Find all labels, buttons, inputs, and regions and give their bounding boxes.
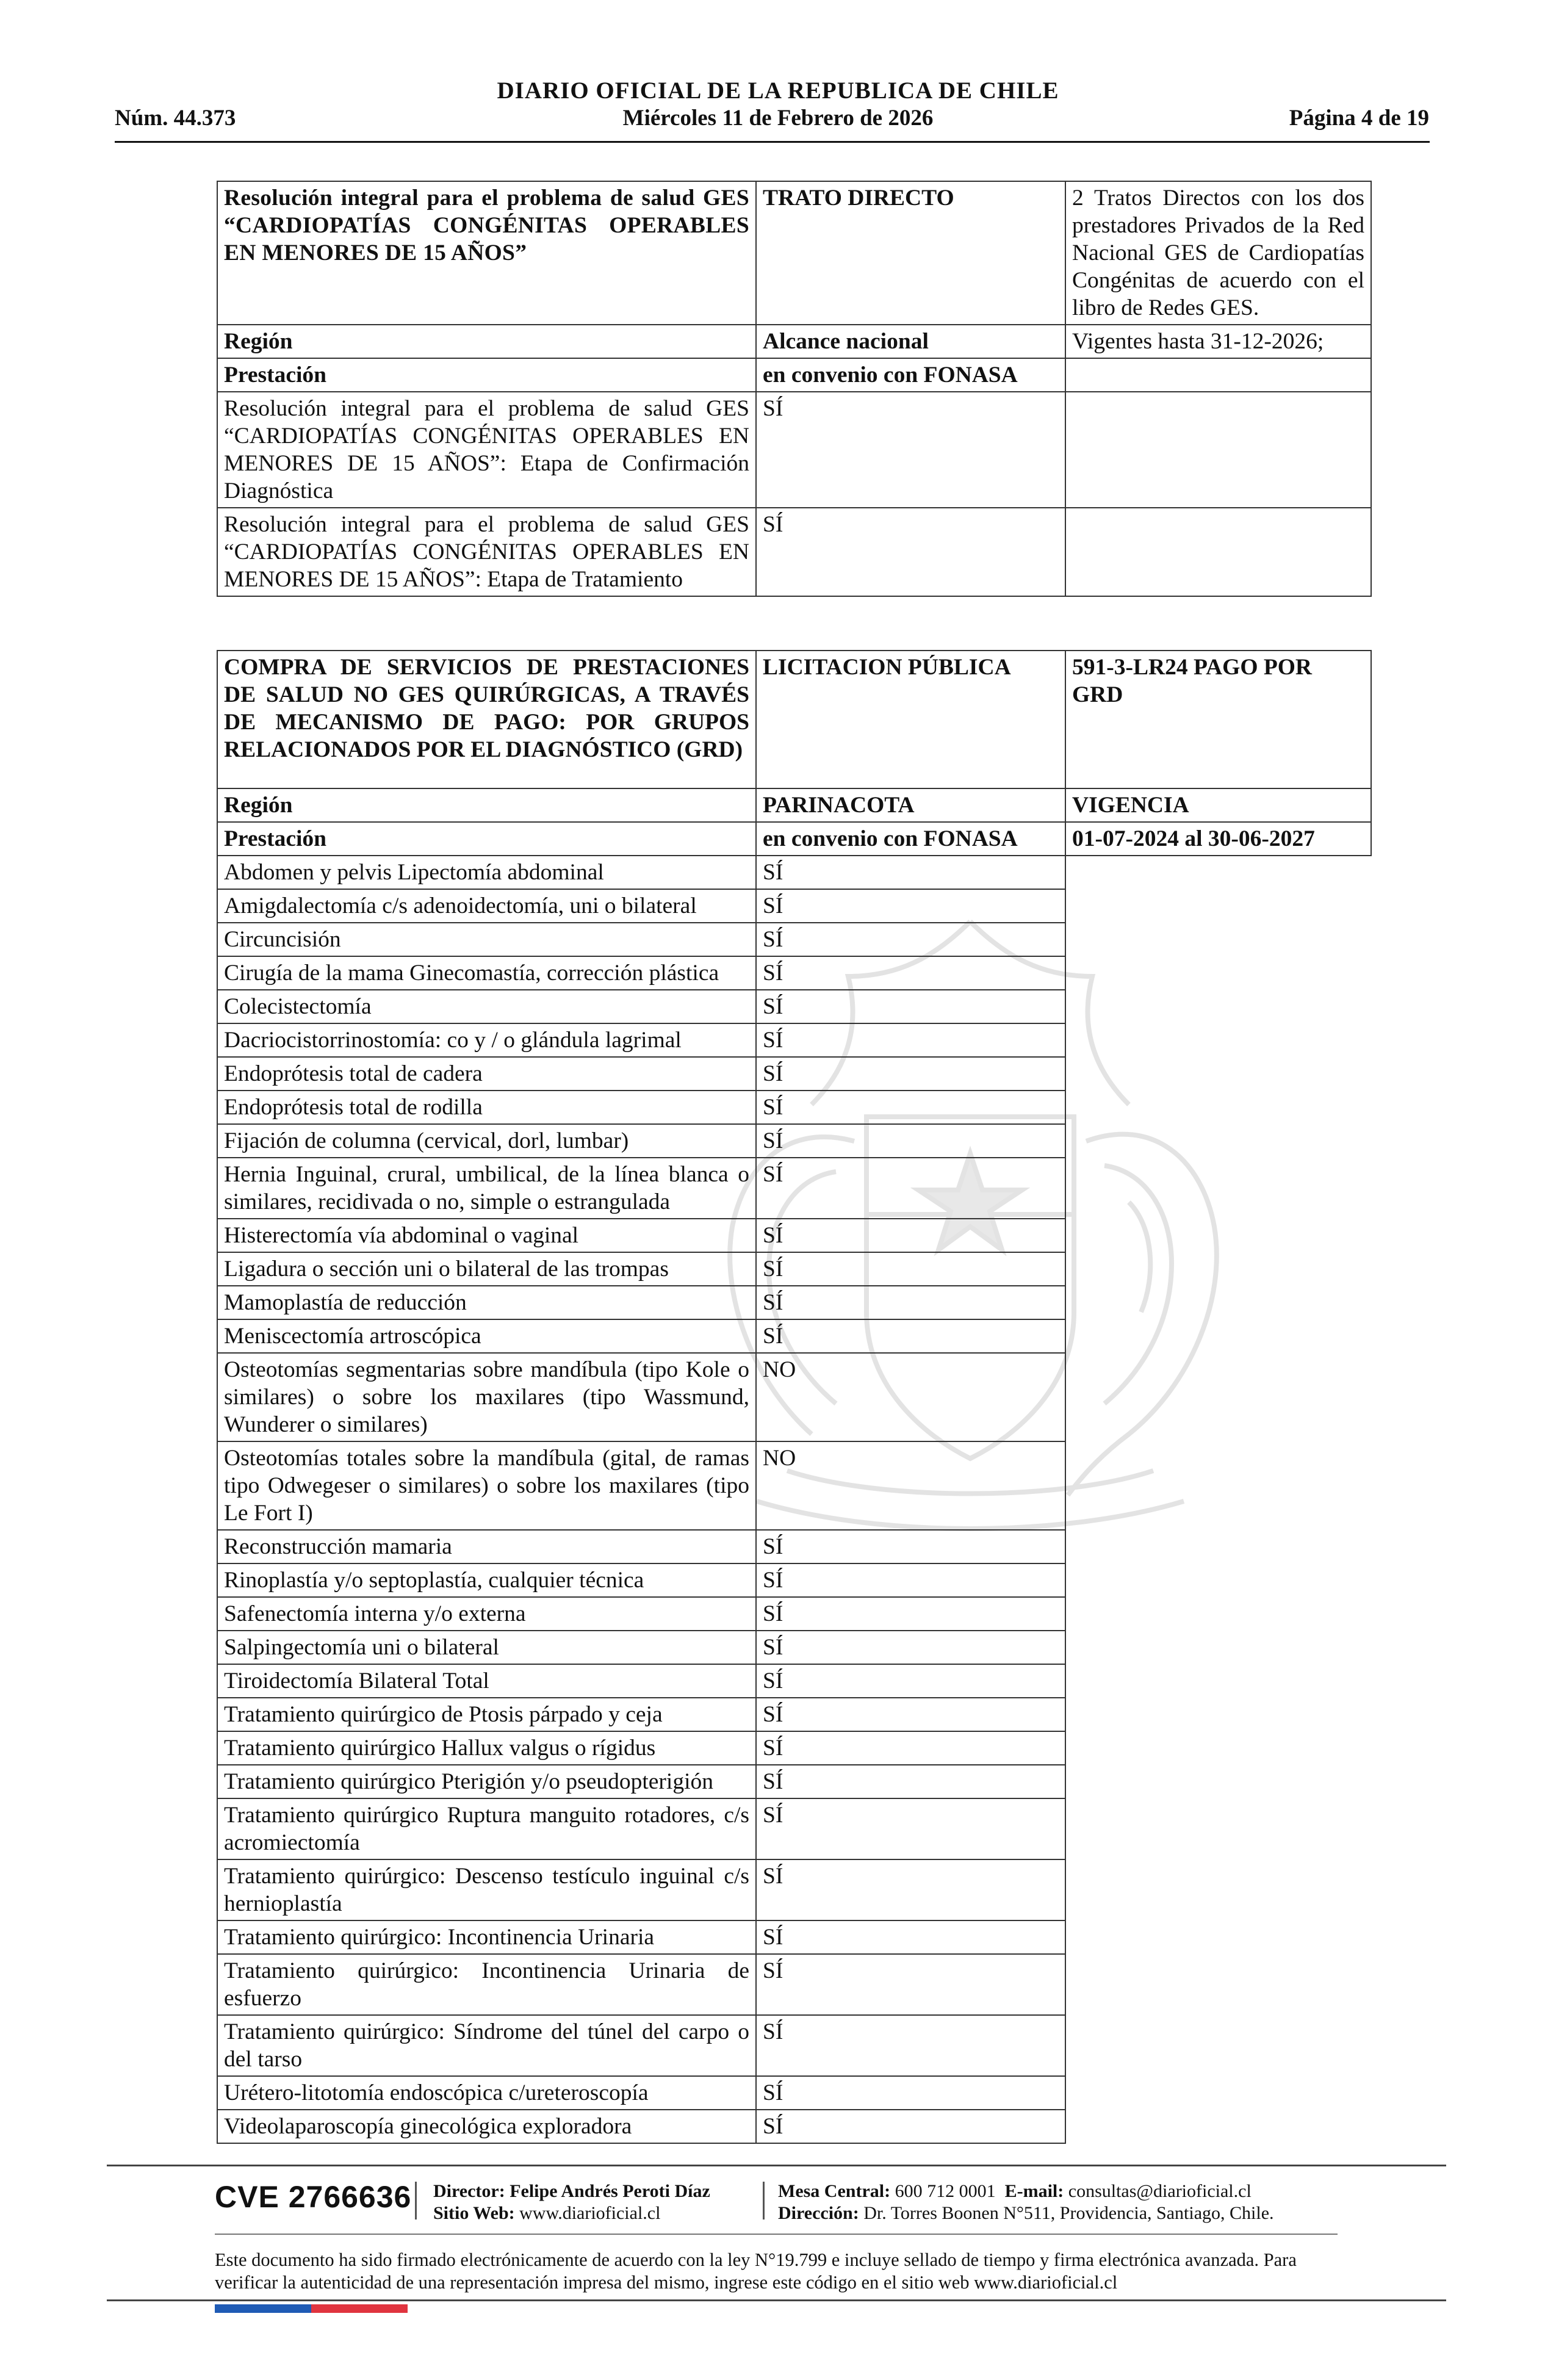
table-row — [217, 2015, 1371, 2076]
prestacion-value: SÍ — [756, 1219, 1065, 1252]
prestacion-name: Safenectomía interna y/o externa — [217, 1597, 756, 1631]
prestacion-name: Tratamiento quirúrgico: Descenso testículo inguinal c/s hernioplastía — [217, 1859, 756, 1920]
prestacion-name: Videolaparoscopía ginecológica exploradora — [217, 2110, 756, 2143]
table-row — [217, 1286, 1371, 1319]
prestacion-name: Tiroidectomía Bilateral Total — [217, 1664, 756, 1698]
code-cell: 591-3-LR24 PAGO POR GRD — [1065, 651, 1371, 788]
prestacion-value: SÍ — [756, 1091, 1065, 1124]
table-row — [217, 392, 1371, 508]
table-row — [217, 1124, 1371, 1158]
director-info — [433, 2180, 710, 2224]
prestacion-value: SÍ — [756, 1765, 1065, 1798]
prestacion-name: Urétero-litotomía endoscópica c/ureteroscopía — [217, 2076, 756, 2110]
prestacion-value: SÍ — [756, 392, 1065, 508]
prestacion-value: SÍ — [756, 1563, 1065, 1597]
page-number: Página 4 de 19 — [1289, 106, 1429, 131]
table-header-row — [217, 651, 1371, 788]
prestacion-value: SÍ — [756, 1319, 1065, 1353]
prestacion-value: SÍ — [756, 1252, 1065, 1286]
region-label: Región — [217, 788, 756, 822]
empty-cell — [1065, 508, 1371, 596]
prestacion-name: Tratamiento quirúrgico: Síndrome del túnel del carpo o del tarso — [217, 2015, 756, 2076]
prestacion-name: Cirugía de la mama Ginecomastía, corrección plástica — [217, 956, 756, 990]
phone-number: 600 712 0001 — [895, 2181, 996, 2201]
footer-separator — [415, 2182, 417, 2220]
table-title-cell: COMPRA DE SERVICIOS DE PRESTACIONES DE SALUD NO GES QUIRÚRGICAS, A TRAVÉS DE MECANISMO DE PAGO: POR GRUPOS RELACIONADOS POR EL DIAGNÓSTICO (GRD) — [217, 651, 756, 788]
description-cell: 2 Tratos Directos con los dos prestadores Privados de la Red Nacional GES de Cardiopatías Congénitas de acuerdo con el libro de Redes GES. — [1065, 181, 1371, 325]
table-row — [217, 1441, 1371, 1530]
prestacion-value: SÍ — [756, 2110, 1065, 2143]
prestacion-value: SÍ — [756, 1954, 1065, 2015]
prestacion-name: Tratamiento quirúrgico Ruptura manguito rotadores, c/s acromiectomía — [217, 1798, 756, 1859]
prestacion-name: Tratamiento quirúrgico: Incontinencia Urinaria de esfuerzo — [217, 1954, 756, 2015]
table-row — [217, 1219, 1371, 1252]
empty-cell — [1065, 392, 1371, 508]
prestacion-name: Hernia Inguinal, crural, umbilical, de la línea blanca o similares, recidivada o no, simple o estrangulada — [217, 1158, 756, 1219]
table-row — [217, 889, 1371, 923]
prestacion-name: Reconstrucción mamaria — [217, 1530, 756, 1563]
prestacion-value: SÍ — [756, 1920, 1065, 1954]
table-grd-procedures — [217, 650, 1372, 2144]
prestacion-label: Prestación — [217, 358, 756, 392]
prestacion-value: SÍ — [756, 1158, 1065, 1219]
region-value: PARINACOTA — [756, 788, 1065, 822]
table-row — [217, 2110, 1371, 2143]
table-row — [217, 1353, 1371, 1441]
prestacion-value: NO — [756, 1353, 1065, 1441]
prestacion-header-row — [217, 358, 1371, 392]
table-row — [217, 923, 1371, 956]
prestacion-name: Colecistectomía — [217, 990, 756, 1023]
prestacion-name: Osteotomías totales sobre la mandíbula (gital, de ramas tipo Odwegeser o similares) o sobre los maxilares (tipo Le Fort I) — [217, 1441, 756, 1530]
footer-divider — [107, 2165, 1446, 2166]
table-row — [217, 1091, 1371, 1124]
prestacion-name: Abdomen y pelvis Lipectomía abdominal — [217, 856, 756, 889]
table-row — [217, 1057, 1371, 1091]
prestacion-name: Tratamiento quirúrgico de Ptosis párpado y ceja — [217, 1698, 756, 1731]
prestacion-name: Tratamiento quirúrgico Hallux valgus o rígidus — [217, 1731, 756, 1765]
table-row — [217, 1631, 1371, 1664]
prestacion-value: SÍ — [756, 1597, 1065, 1631]
issue-number: Núm. 44.373 — [115, 106, 236, 131]
address-value: Dr. Torres Boonen N°511, Providencia, Santiago, Chile. — [863, 2203, 1274, 2223]
prestacion-value: NO — [756, 1441, 1065, 1530]
validity-value: 01-07-2024 al 30-06-2027 — [1065, 822, 1371, 856]
prestacion-name: Dacriocistorrinostomía: co y / o glándula lagrimal — [217, 1023, 756, 1057]
website-link[interactable]: www.diarioficial.cl — [519, 2203, 661, 2223]
header-divider — [115, 141, 1430, 143]
table-row — [217, 1563, 1371, 1597]
prestacion-name: Tratamiento quirúrgico: Incontinencia Urinaria — [217, 1920, 756, 1954]
prestacion-name: Mamoplastía de reducción — [217, 1286, 756, 1319]
table-row — [217, 1954, 1371, 2015]
email-link[interactable]: consultas@diarioficial.cl — [1068, 2181, 1252, 2201]
prestacion-value: SÍ — [756, 1859, 1065, 1920]
prestacion-name: Histerectomía vía abdominal o vaginal — [217, 1219, 756, 1252]
prestacion-name: Circuncisión — [217, 923, 756, 956]
phone-label: Mesa Central: — [778, 2181, 891, 2201]
table-row — [217, 1920, 1371, 1954]
region-row — [217, 325, 1371, 358]
prestacion-name: Resolución integral para el problema de salud GES “CARDIOPATÍAS CONGÉNITAS OPERABLES EN MENORES DE 15 AÑOS”: Etapa de Tratamiento — [217, 508, 756, 596]
address-label: Dirección: — [778, 2203, 859, 2223]
table-title-cell: Resolución integral para el problema de salud GES “CARDIOPATÍAS CONGÉNITAS OPERABLES EN MENORES DE 15 AÑOS” — [217, 181, 756, 325]
validity-label: VIGENCIA — [1065, 788, 1371, 822]
prestacion-name: Osteotomías segmentarias sobre mandíbula (tipo Kole o similares) o sobre los maxilares (tipo Wassmund, Wunderer o similares) — [217, 1353, 756, 1441]
website-label: Sitio Web: — [433, 2203, 515, 2223]
prestacion-value: SÍ — [756, 508, 1065, 596]
table-row — [217, 1731, 1371, 1765]
table-row — [217, 990, 1371, 1023]
prestacion-header-row — [217, 822, 1371, 856]
prestacion-value: SÍ — [756, 1530, 1065, 1563]
table-row — [217, 1765, 1371, 1798]
table-row — [217, 856, 1371, 889]
prestacion-name: Endoprótesis total de cadera — [217, 1057, 756, 1091]
prestacion-name: Endoprótesis total de rodilla — [217, 1091, 756, 1124]
table-row — [217, 1698, 1371, 1731]
table-row — [217, 1023, 1371, 1057]
table-row — [217, 956, 1371, 990]
footer-separator — [763, 2182, 765, 2220]
table-cardiopatias — [217, 181, 1372, 597]
cve-code: CVE 2766636 — [215, 2180, 412, 2214]
table-row — [217, 1158, 1371, 1219]
empty-cell — [1065, 358, 1371, 392]
region-row — [217, 788, 1371, 822]
table-header-row — [217, 181, 1371, 325]
footer-divider — [215, 2234, 1338, 2235]
table-row — [217, 1664, 1371, 1698]
table-row — [217, 1319, 1371, 1353]
issue-date: Miércoles 11 de Febrero de 2026 — [622, 106, 934, 131]
footer-divider — [107, 2299, 1446, 2301]
email-label: E-mail: — [1004, 2181, 1064, 2201]
prestacion-value: SÍ — [756, 1057, 1065, 1091]
region-value: Alcance nacional — [756, 325, 1065, 358]
contact-info — [778, 2180, 1274, 2224]
prestacion-value: SÍ — [756, 1023, 1065, 1057]
prestacion-value: SÍ — [756, 2015, 1065, 2076]
prestacion-value: SÍ — [756, 1124, 1065, 1158]
mechanism-cell: TRATO DIRECTO — [756, 181, 1065, 325]
prestacion-value: SÍ — [756, 1698, 1065, 1731]
table-row — [217, 1859, 1371, 1920]
director-label: Director: — [433, 2181, 505, 2201]
region-label: Región — [217, 325, 756, 358]
table-row — [217, 1252, 1371, 1286]
prestacion-name: Fijación de columna (cervical, dorl, lumbar) — [217, 1124, 756, 1158]
table-row — [217, 508, 1371, 596]
validity-value: Vigentes hasta 31-12-2026; — [1065, 325, 1371, 358]
prestacion-value: SÍ — [756, 956, 1065, 990]
prestacion-value: SÍ — [756, 923, 1065, 956]
prestacion-value: SÍ — [756, 1731, 1065, 1765]
prestacion-value: SÍ — [756, 889, 1065, 923]
newspaper-title: DIARIO OFICIAL DE LA REPUBLICA DE CHILE — [497, 78, 1059, 104]
table-row — [217, 2076, 1371, 2110]
fonasa-label: en convenio con FONASA — [756, 358, 1065, 392]
prestacion-value: SÍ — [756, 1286, 1065, 1319]
prestacion-value: SÍ — [756, 1664, 1065, 1698]
fonasa-label: en convenio con FONASA — [756, 822, 1065, 856]
legal-notice: Este documento ha sido firmado electrónicamente de acuerdo con la ley N°19.799 e incluye sellado de tiempo y firma electrónica avanzada. Para verificar la autenticidad de una representación impresa del mismo, ingrese este código en el sitio web www.diarioficial.cl — [215, 2249, 1297, 2293]
mechanism-cell: LICITACION PÚBLICA — [756, 651, 1065, 788]
prestacion-name: Meniscectomía artroscópica — [217, 1319, 756, 1353]
prestacion-value: SÍ — [756, 2076, 1065, 2110]
prestacion-value: SÍ — [756, 1798, 1065, 1859]
prestacion-label: Prestación — [217, 822, 756, 856]
prestacion-value: SÍ — [756, 990, 1065, 1023]
prestacion-name: Tratamiento quirúrgico Pterigión y/o pseudopterigión — [217, 1765, 756, 1798]
director-name: Felipe Andrés Peroti Díaz — [510, 2181, 710, 2201]
prestacion-name: Resolución integral para el problema de salud GES “CARDIOPATÍAS CONGÉNITAS OPERABLES EN MENORES DE 15 AÑOS”: Etapa de Confirmación Diagnóstica — [217, 392, 756, 508]
prestacion-name: Ligadura o sección uni o bilateral de las trompas — [217, 1252, 756, 1286]
prestacion-name: Rinoplastía y/o septoplastía, cualquier técnica — [217, 1563, 756, 1597]
prestacion-name: Salpingectomía uni o bilateral — [217, 1631, 756, 1664]
table-row — [217, 1798, 1371, 1859]
prestacion-value: SÍ — [756, 1631, 1065, 1664]
table-row — [217, 1597, 1371, 1631]
flag-stripe-blue — [215, 2304, 311, 2313]
table-row — [217, 1530, 1371, 1563]
flag-stripe-red — [311, 2304, 408, 2313]
prestacion-value: SÍ — [756, 856, 1065, 889]
prestacion-name: Amigdalectomía c/s adenoidectomía, uni o bilateral — [217, 889, 756, 923]
